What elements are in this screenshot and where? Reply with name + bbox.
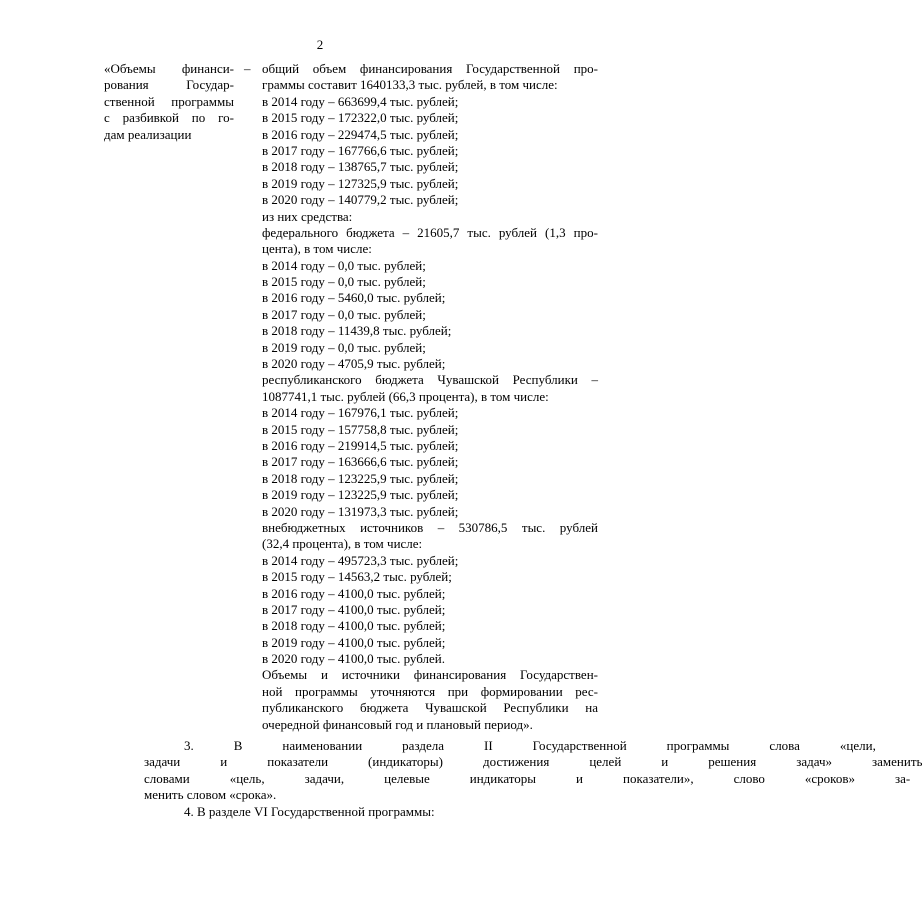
right-cell-line: очередной финансовый год и плановый период». [262,716,533,732]
paragraph-line: 3. В наименовании раздела II Государственной программы слова «цели, [184,738,876,753]
left-cell-line: рования Государ- [104,77,234,93]
right-cell-line: в 2015 году – 0,0 тыс. рублей; [262,274,426,290]
right-cell-line: в 2019 году – 4100,0 тыс. рублей; [262,634,446,650]
right-cell-line: в 2016 году – 219914,5 тыс. рублей; [262,437,459,453]
right-cell-line: внебюджетных источников – 530786,5 тыс. рублей [262,519,598,535]
right-cell-line: (32,4 процента), в том числе: [262,536,423,552]
right-cell-line: в 2017 году – 167766,6 тыс. рублей; [262,142,459,158]
left-cell-line: ственной программы [104,93,234,109]
right-cell-line: общий объем финансирования Государственной про- [262,61,598,76]
right-cell-line: в 2014 году – 0,0 тыс. рублей; [262,257,426,273]
right-cell-line: цента), в том числе: [262,241,372,257]
right-cell-line: в 2018 году – 123225,9 тыс. рублей; [262,470,459,486]
right-cell-line: в 2014 году – 663699,4 тыс. рублей; [262,93,459,109]
paragraph-line: словами «цель, задачи, целевые индикаторы и показатели», слово «сроков» за- [144,770,911,786]
table-right-cell [262,61,598,733]
left-cell-line: с разбивкой по го- [104,110,234,126]
page-number: 2 [316,37,324,52]
document-body [104,738,922,820]
right-cell-line: в 2020 году – 4100,0 тыс. рублей. [262,651,445,667]
right-cell-line: граммы составит 1640133,3 тыс. рублей, в том числе: [262,77,558,93]
right-cell-line: в 2014 году – 167976,1 тыс. рублей; [262,405,459,421]
right-cell-line: в 2019 году – 0,0 тыс. рублей; [262,339,426,355]
right-cell-line: ной программы уточняются при формировании рес- [262,683,598,699]
right-cell-line: в 2016 году – 5460,0 тыс. рублей; [262,290,446,306]
right-cell-line: в 2020 году – 4705,9 тыс. рублей; [262,356,446,372]
right-cell-line: в 2019 году – 123225,9 тыс. рублей; [262,487,459,503]
right-cell-line: из них средства: [262,208,353,224]
right-cell-line: в 2016 году – 229474,5 тыс. рублей; [262,126,459,142]
paragraph [104,804,598,820]
paragraph-line: менить словом «срока». [144,787,277,803]
right-cell-line: публиканского бюджета Чувашской Республики на [262,700,598,716]
right-cell-line: в 2018 году – 138765,7 тыс. рублей; [262,159,459,175]
right-cell-line: в 2015 году – 157758,8 тыс. рублей; [262,421,459,437]
right-cell-line: в 2018 году – 4100,0 тыс. рублей; [262,618,446,634]
right-cell-line: в 2019 году – 127325,9 тыс. рублей; [262,175,459,191]
left-cell-line: «Объемы финанси- [104,61,234,76]
right-cell-line: Объемы и источники финансирования Государствен- [262,667,598,683]
right-cell-line: в 2014 году – 495723,3 тыс. рублей; [262,552,459,568]
right-cell-line: в 2017 году – 0,0 тыс. рублей; [262,306,426,322]
paragraph-line: 4. В разделе VI Государственной программы: [184,803,435,819]
right-cell-line: в 2020 году – 140779,2 тыс. рублей; [262,192,459,208]
right-cell-line: в 2015 году – 14563,2 тыс. рублей; [262,569,452,585]
paragraph [104,738,922,804]
right-cell-line: 1087741,1 тыс. рублей (66,3 процента), в том числе: [262,388,549,404]
right-cell-line: в 2018 году – 11439,8 тыс. рублей; [262,323,452,339]
table-left-cell [104,61,234,143]
right-cell-line: в 2017 году – 163666,6 тыс. рублей; [262,454,459,470]
right-cell-line: федерального бюджета – 21605,7 тыс. рублей (1,3 про- [262,224,598,240]
table-dash: – [244,61,251,76]
right-cell-line: в 2020 году – 131973,3 тыс. рублей; [262,503,459,519]
right-cell-line: в 2017 году – 4100,0 тыс. рублей; [262,601,446,617]
right-cell-line: республиканского бюджета Чувашской Республики – [262,372,598,388]
right-cell-line: в 2015 году – 172322,0 тыс. рублей; [262,110,459,126]
left-cell-line: дам реализации [104,126,192,142]
paragraph-line: задачи и показатели (индикаторы) достижения целей и решения задач» заменить [144,754,922,770]
right-cell-line: в 2016 году – 4100,0 тыс. рублей; [262,585,446,601]
